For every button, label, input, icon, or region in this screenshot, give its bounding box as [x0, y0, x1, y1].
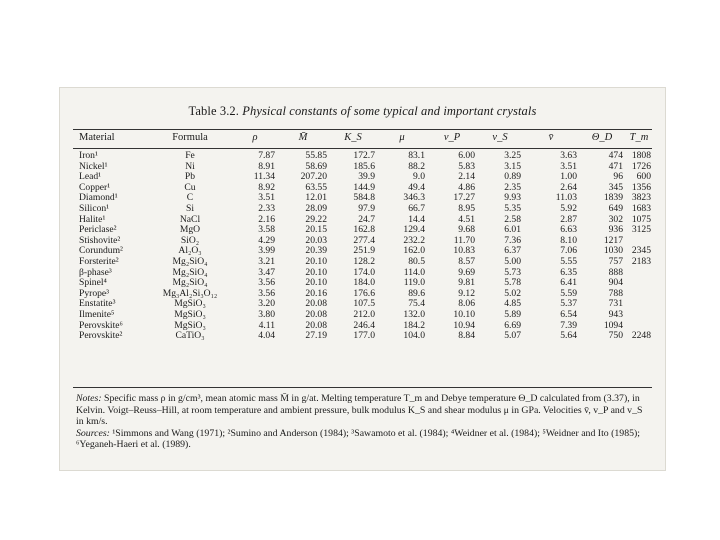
cell-value: 1217 — [603, 234, 623, 246]
cell-value: 474 — [608, 150, 623, 161]
cell-value: 8.10 — [560, 234, 577, 246]
cell-formula: MgSiO₃ — [174, 319, 206, 331]
cell-formula: Fe — [185, 150, 195, 161]
cell-value: 3.51 — [258, 192, 275, 204]
cell-value: 2.33 — [258, 202, 275, 214]
cell-value: 184.2 — [403, 319, 425, 331]
cell-value: 5.83 — [458, 160, 475, 172]
cell-value: 20.16 — [305, 287, 327, 299]
cell-value: 3823 — [631, 192, 651, 204]
cell-value: 8.06 — [458, 298, 475, 310]
cell-value: 8.91 — [258, 160, 275, 172]
cell-formula: MgO — [179, 224, 201, 236]
cell-value: 6.54 — [560, 308, 577, 320]
cell-value: 6.41 — [560, 277, 577, 289]
cell-value: 2183 — [631, 255, 651, 267]
header-melting-temp: T_m — [629, 132, 649, 144]
cell-value: 9.93 — [504, 192, 521, 204]
header-rho: ρ — [252, 132, 258, 144]
cell-value: 129.4 — [403, 224, 425, 236]
cell-value: 3.47 — [258, 266, 275, 278]
cell-formula: C — [186, 192, 194, 204]
cell-value: 58.69 — [305, 160, 327, 172]
cell-value: 2.16 — [258, 213, 275, 225]
cell-value: 49.4 — [408, 181, 425, 193]
cell-value: 162.0 — [403, 245, 425, 257]
cell-value: 3.25 — [504, 150, 521, 161]
cell-value: 2345 — [631, 245, 651, 257]
table-notes — [76, 393, 650, 451]
cell-value: 888 — [608, 266, 623, 278]
cell-value: 3.20 — [258, 298, 275, 310]
cell-value: 27.19 — [305, 330, 327, 342]
cell-value: 107.5 — [353, 298, 375, 310]
notes-text: Specific mass ρ in g/cm³, mean atomic mass M̄ in g/at. Melting temperature T_m and Debye temperature Θ_D calculated from (3.37), in Kelvin. Voigt–Reuss–Hill, at room temperature and ambient pressure, bulk modulus K_S and shear modulus μ in GPa. Velocities v̄, v_P and v_S in km/s. — [76, 393, 643, 428]
cell-value: 5.37 — [560, 298, 577, 310]
cell-value: 9.12 — [458, 287, 475, 299]
cell-value: 83.1 — [408, 150, 425, 161]
cell-value: 5.89 — [504, 308, 521, 320]
table-title: Physical constants of some typical and important crystals — [242, 104, 537, 118]
table-header-row — [73, 130, 653, 147]
cell-material: Diamond¹ — [79, 192, 118, 204]
cell-value: 5.02 — [504, 287, 521, 299]
cell-material: Copper¹ — [79, 181, 111, 193]
cell-value: 3.21 — [258, 255, 275, 267]
cell-formula: Ni — [185, 160, 195, 172]
cell-material: Silicon¹ — [79, 202, 110, 214]
cell-value: 346.3 — [403, 192, 425, 204]
cell-value: 1839 — [603, 192, 623, 204]
cell-value: 6.00 — [458, 150, 475, 161]
cell-formula: MgSiO₃ — [174, 298, 206, 310]
cell-value: 9.0 — [413, 171, 425, 183]
cell-value: 7.06 — [560, 245, 577, 257]
cell-value: 2.58 — [504, 213, 521, 225]
cell-value: 3.99 — [258, 245, 275, 257]
cell-value: 144.9 — [353, 181, 375, 193]
header-shear-modulus: μ — [399, 132, 405, 144]
cell-value: 345 — [608, 181, 623, 193]
sources-label: Sources: — [76, 427, 110, 439]
cell-formula: CaTiO₃ — [175, 330, 205, 342]
cell-value: 5.73 — [504, 266, 521, 278]
cell-value: 39.9 — [358, 171, 375, 183]
cell-value: 4.51 — [458, 213, 475, 225]
sources-text: ¹Simmons and Wang (1971); ²Sumino and Anderson (1984); ³Sawamoto et al. (1984); ⁴Weidner et al. (1984); ⁵Weidner and Ito (1985); ⁶Yeganeh-Haeri et al. (1989). — [76, 427, 640, 451]
cell-material: Lead¹ — [79, 171, 102, 183]
cell-value: 5.64 — [560, 330, 577, 342]
cell-value: 4.29 — [258, 234, 275, 246]
cell-value: 28.09 — [305, 202, 327, 214]
cell-value: 9.68 — [458, 224, 475, 236]
table-caption — [60, 104, 665, 119]
cell-material: Corundum² — [79, 245, 123, 257]
table-label: Table 3.2. — [188, 104, 239, 118]
cell-value: 7.36 — [504, 234, 521, 246]
cell-formula: SiO₂ — [180, 234, 200, 246]
cell-value: 128.2 — [353, 255, 375, 267]
cell-value: 8.57 — [458, 255, 475, 267]
cell-value: 114.0 — [403, 266, 425, 278]
cell-value: 3.63 — [560, 150, 577, 161]
cell-value: 11.03 — [555, 192, 577, 204]
cell-value: 66.7 — [408, 202, 425, 214]
cell-value: 649 — [608, 202, 623, 214]
cell-value: 5.00 — [504, 255, 521, 267]
cell-value: 88.2 — [408, 160, 425, 172]
cell-value: 3.56 — [258, 277, 275, 289]
cell-material: Enstatite³ — [79, 298, 116, 310]
cell-value: 11.70 — [453, 234, 475, 246]
cell-material: Stishovite² — [79, 234, 121, 246]
cell-value: 943 — [608, 308, 623, 320]
cell-value — [625, 278, 653, 289]
cell-formula: Mg₃Al₂Si₃O₁₂ — [162, 287, 218, 299]
table-row — [73, 257, 653, 268]
cell-value: 8.95 — [458, 202, 475, 214]
cell-value: 3.58 — [258, 224, 275, 236]
cell-value: 75.4 — [408, 298, 425, 310]
cell-value: 8.92 — [258, 181, 275, 193]
cell-value: 176.6 — [353, 287, 375, 299]
cell-value: 5.55 — [560, 255, 577, 267]
cell-material: Halite¹ — [79, 213, 106, 225]
cell-value: 3125 — [631, 224, 651, 236]
cell-value: 2.87 — [560, 213, 577, 225]
cell-value: 162.8 — [353, 224, 375, 236]
cell-value: 7.87 — [258, 150, 275, 161]
cell-value: 14.4 — [408, 213, 425, 225]
cell-value: 1094 — [603, 319, 623, 331]
cell-value — [625, 299, 653, 310]
cell-value: 4.04 — [258, 330, 275, 342]
cell-formula: Si — [185, 202, 194, 214]
cell-material: β-phase³ — [79, 266, 112, 278]
cell-value: 1808 — [631, 150, 651, 161]
header-mean-mass: M̄ — [298, 132, 308, 144]
cell-value — [625, 310, 653, 321]
cell-value: 96 — [613, 171, 623, 183]
cell-formula: Pb — [184, 171, 196, 183]
cell-value: 97.9 — [358, 202, 375, 214]
table-row — [73, 147, 653, 162]
cell-value: 2.14 — [458, 171, 475, 183]
header-vs: v_S — [492, 132, 508, 144]
cell-value: 20.03 — [305, 234, 327, 246]
cell-value: 2248 — [631, 330, 651, 342]
cell-material: Spinel⁴ — [79, 277, 107, 289]
notes-paragraph — [76, 393, 650, 428]
cell-value: 1030 — [603, 245, 623, 257]
header-vmean: v̄ — [548, 132, 554, 144]
cell-value: 20.08 — [305, 298, 327, 310]
cell-value: 20.08 — [305, 319, 327, 331]
cell-value — [625, 268, 653, 279]
cell-value: 119.0 — [403, 277, 425, 289]
cell-value: 2.35 — [504, 181, 521, 193]
cell-value: 277.4 — [353, 234, 375, 246]
cell-value: 24.7 — [358, 213, 375, 225]
cell-value: 6.35 — [560, 266, 577, 278]
cell-value: 10.10 — [453, 308, 475, 320]
cell-value: 9.69 — [458, 266, 475, 278]
cell-formula: Mg₂SiO₄ — [172, 255, 208, 267]
cell-value: 8.84 — [458, 330, 475, 342]
cell-value: 89.6 — [408, 287, 425, 299]
cell-formula: NaCl — [179, 213, 201, 225]
cell-value: 4.85 — [504, 298, 521, 310]
cell-value: 750 — [608, 330, 623, 342]
table-row — [73, 331, 653, 342]
cell-value: 5.78 — [504, 277, 521, 289]
cell-value: 1356 — [631, 181, 651, 193]
cell-value: 9.81 — [458, 277, 475, 289]
notes-label: Notes: — [76, 393, 102, 404]
cell-value: 1.00 — [560, 171, 577, 183]
cell-value: 3.51 — [560, 160, 577, 172]
cell-value: 251.9 — [353, 245, 375, 257]
cell-value: 80.5 — [408, 255, 425, 267]
cell-value: 3.80 — [258, 308, 275, 320]
cell-value: 20.39 — [305, 245, 327, 257]
cell-value: 6.63 — [560, 224, 577, 236]
cell-value: 1683 — [631, 202, 651, 214]
cell-value — [625, 289, 653, 300]
cell-value: 55.85 — [305, 150, 327, 161]
cell-value: 3.15 — [504, 160, 521, 172]
cell-value: 757 — [608, 255, 623, 267]
cell-value: 12.01 — [305, 192, 327, 204]
header-debye-temp: Θ_D — [591, 132, 613, 144]
cell-value: 5.59 — [560, 287, 577, 299]
cell-value: 5.07 — [504, 330, 521, 342]
scanned-table-page — [59, 87, 666, 471]
cell-value: 184.0 — [353, 277, 375, 289]
cell-value: 1726 — [631, 160, 651, 172]
cell-value: 6.37 — [504, 245, 521, 257]
cell-material: Nickel¹ — [79, 160, 108, 172]
cell-value: 132.0 — [403, 308, 425, 320]
cell-value: 17.27 — [453, 192, 475, 204]
cell-value: 20.15 — [305, 224, 327, 236]
cell-value: 3.56 — [258, 287, 275, 299]
header-formula: Formula — [172, 132, 208, 144]
cell-value: 4.11 — [258, 319, 275, 331]
cell-material: Perovskite² — [79, 330, 123, 342]
header-bulk-modulus: K_S — [344, 132, 362, 144]
table-body — [73, 147, 653, 342]
cell-value: 584.8 — [353, 192, 375, 204]
cell-value: 5.35 — [504, 202, 521, 214]
bottom-rule — [73, 387, 652, 388]
cell-value: 936 — [608, 224, 623, 236]
cell-value: 172.7 — [353, 150, 375, 161]
cell-material: Perovskite⁶ — [79, 319, 123, 331]
cell-value: 10.94 — [453, 319, 475, 331]
cell-value: 185.6 — [353, 160, 375, 172]
cell-value: 20.10 — [305, 277, 327, 289]
cell-value: 63.55 — [305, 181, 327, 193]
cell-value: 177.0 — [353, 330, 375, 342]
cell-value: 232.2 — [403, 234, 425, 246]
cell-formula: Mg₂SiO₄ — [172, 266, 208, 278]
cell-value: 2.64 — [560, 181, 577, 193]
cell-formula: MgSiO₃ — [174, 308, 206, 320]
cell-value: 904 — [608, 277, 623, 289]
cell-value: 0.89 — [504, 171, 521, 183]
cell-value: 246.4 — [353, 319, 375, 331]
cell-material: Pyrope³ — [79, 287, 110, 299]
cell-value: 731 — [608, 298, 623, 310]
cell-value: 212.0 — [353, 308, 375, 320]
cell-material: Iron¹ — [79, 150, 98, 161]
header-vp: v_P — [443, 132, 461, 144]
cell-value: 302 — [608, 213, 623, 225]
cell-value: 11.34 — [253, 171, 275, 183]
cell-value: 20.08 — [305, 308, 327, 320]
cell-material: Forsterite² — [79, 255, 119, 267]
sources-paragraph — [76, 428, 650, 451]
cell-value: 20.10 — [305, 255, 327, 267]
cell-material: Periclase² — [79, 224, 117, 236]
cell-value: 4.86 — [458, 181, 475, 193]
cell-material: Ilmenite⁵ — [79, 308, 115, 320]
physical-constants-table — [73, 130, 653, 342]
cell-value: 207.20 — [300, 171, 327, 183]
cell-value: 788 — [608, 287, 623, 299]
table-row — [73, 204, 653, 215]
table-row — [73, 310, 653, 321]
header-material: Material — [79, 132, 115, 144]
cell-value: 5.92 — [560, 202, 577, 214]
cell-value: 600 — [636, 171, 651, 183]
cell-value: 6.01 — [504, 224, 521, 236]
cell-value: 10.83 — [453, 245, 475, 257]
cell-formula: Al₂O₃ — [178, 245, 202, 257]
cell-value: 1075 — [631, 213, 651, 225]
cell-value: 471 — [608, 160, 623, 172]
cell-value: 20.10 — [305, 266, 327, 278]
cell-value: 174.0 — [353, 266, 375, 278]
cell-value: 104.0 — [403, 330, 425, 342]
cell-value: 7.39 — [560, 319, 577, 331]
cell-formula: Cu — [184, 181, 196, 193]
cell-value: 6.69 — [504, 319, 521, 331]
cell-formula: Mg₂SiO₄ — [172, 277, 208, 289]
cell-value: 29.22 — [305, 213, 327, 225]
